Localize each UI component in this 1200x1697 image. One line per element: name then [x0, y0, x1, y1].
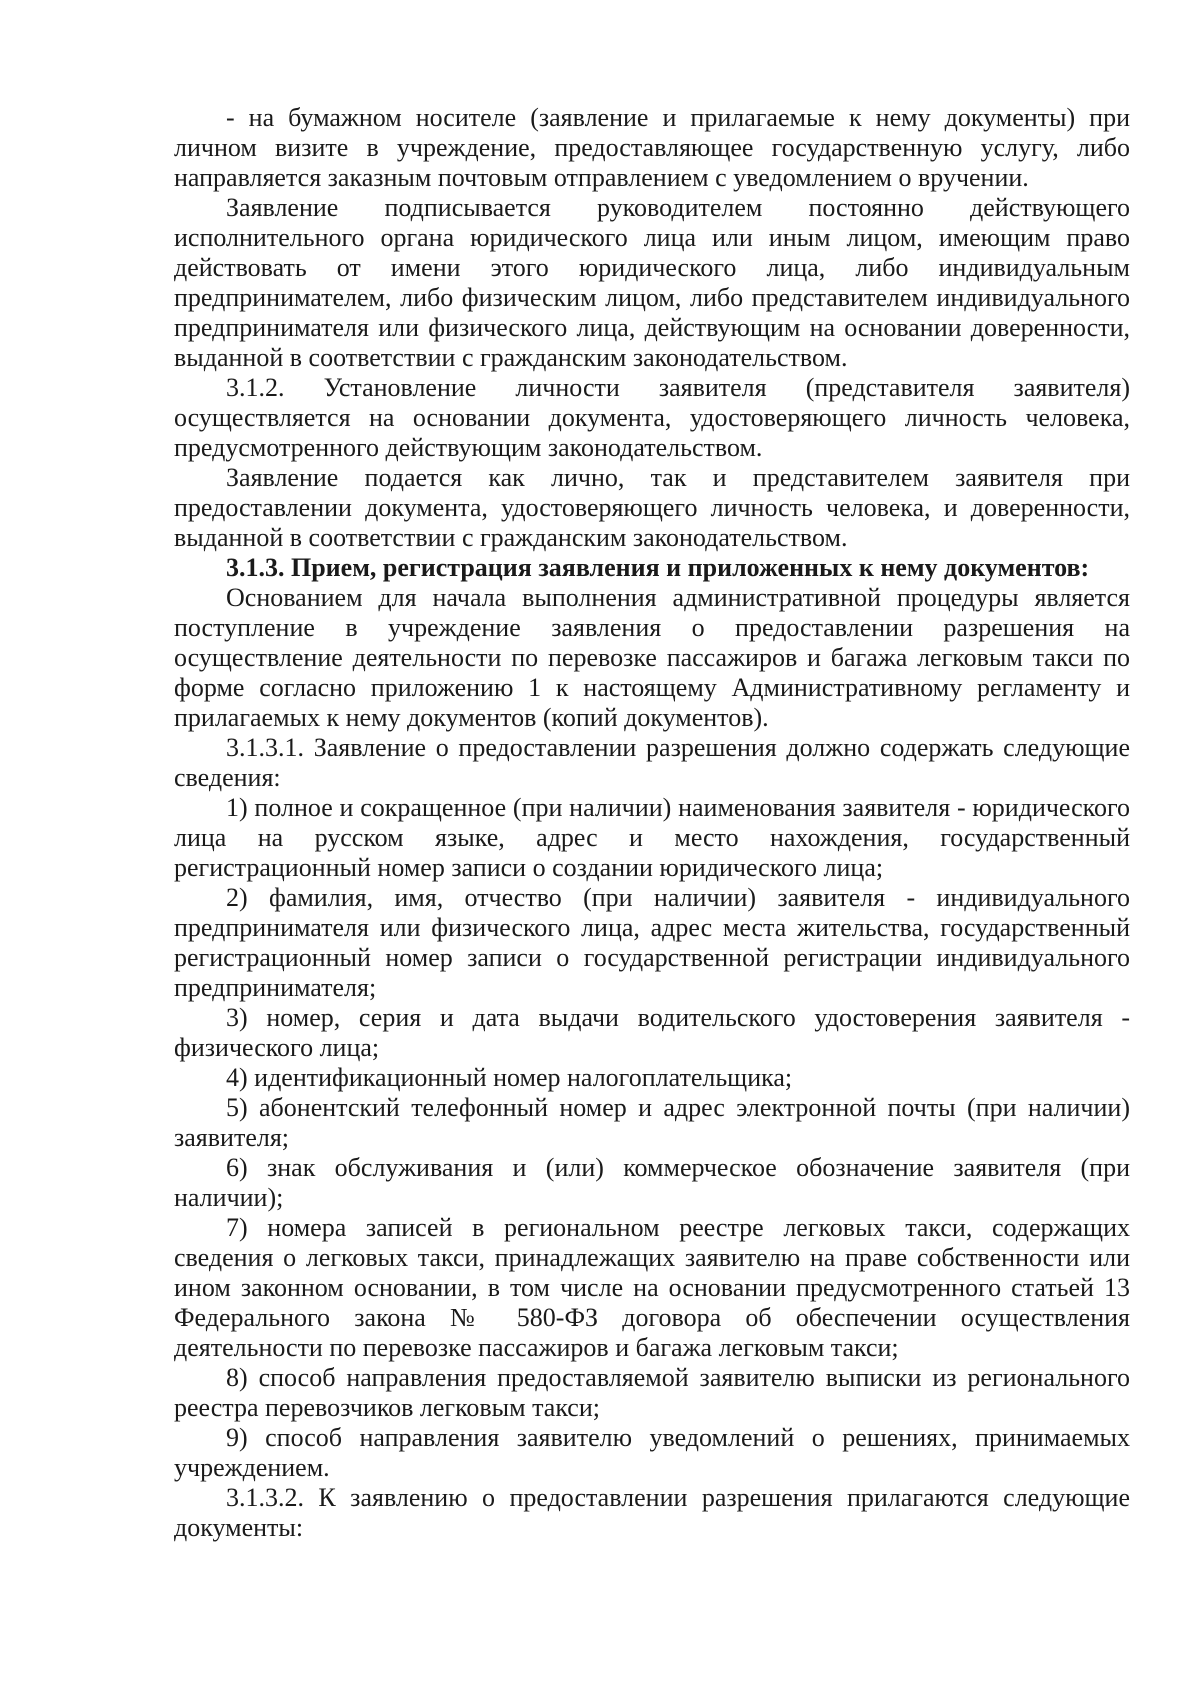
list-item-5: 5) абонентский телефонный номер и адрес электронной почты (при наличии) заявителя; — [174, 1093, 1130, 1152]
list-item-4: 4) идентификационный номер налогоплательщика; — [226, 1063, 793, 1092]
paragraph-3-1-2: 3.1.2. Установление личности заявителя (представителя заявителя) осуществляется на основании документа, удостоверяющего личность человека, предусмотренного действующим законодательством. — [174, 373, 1130, 462]
list-item-3: 3) номер, серия и дата выдачи водительского удостоверения заявителя - физического лица; — [174, 1003, 1130, 1062]
list-item-7: 7) номера записей в региональном реестре легковых такси, содержащих сведения о легковых такси, принадлежащих заявителю на праве собственности или ином законном основании, в том числе на основании предусмотренного статьей 13 Федерального закона № 580-ФЗ договора об обеспечении осуществления деятельности по перевозке пассажиров и багажа легковым такси; — [174, 1213, 1130, 1362]
document-page — [174, 103, 1130, 1543]
list-item-2: 2) фамилия, имя, отчество (при наличии) заявителя - индивидуального предпринимателя или физического лица, адрес места жительства, государственный регистрационный номер записи о государственной регистрации индивидуального предпринимателя; — [174, 883, 1130, 1002]
list-item-1: 1) полное и сокращенное (при наличии) наименования заявителя - юридического лица на русском языке, адрес и место нахождения, государственный регистрационный номер записи о создании юридического лица; — [174, 793, 1130, 882]
paragraph-basis: Основанием для начала выполнения административной процедуры является поступление в учреждение заявления о предоставлении разрешения на осуществление деятельности по перевозке пассажиров и багажа легковым такси по форме согласно приложению 1 к настоящему Административному регламенту и прилагаемых к нему документов (копий документов). — [174, 583, 1130, 732]
paragraph-3-1-3-1: 3.1.3.1. Заявление о предоставлении разрешения должно содержать следующие сведения: — [174, 733, 1130, 792]
paragraph-representative: Заявление подается как лично, так и представителем заявителя при предоставлении документа, удостоверяющего личность человека, и доверенности, выданной в соответствии с гражданским законодательством. — [174, 463, 1130, 552]
paragraph-signatory: Заявление подписывается руководителем постоянно действующего исполнительного органа юридического лица или иным лицом, имеющим право действовать от имени этого юридического лица, либо индивидуальным предпринимателем, либо физическим лицом, либо представителем индивидуального предпринимателя или физического лица, действующим на основании доверенности, выданной в соответствии с гражданским законодательством. — [174, 193, 1130, 372]
paragraph-submission-paper: - на бумажном носителе (заявление и прилагаемые к нему документы) при личном визите в учреждение, предоставляющее государственную услугу, либо направляется заказным почтовым отправлением с уведомлением о вручении. — [174, 103, 1130, 192]
section-heading-3-1-3: 3.1.3. Прием, регистрация заявления и приложенных к нему документов: — [226, 553, 1090, 582]
paragraph-3-1-3-2: 3.1.3.2. К заявлению о предоставлении разрешения прилагаются следующие документы: — [174, 1483, 1130, 1542]
list-item-8: 8) способ направления предоставляемой заявителю выписки из регионального реестра перевозчиков легковым такси; — [174, 1363, 1130, 1422]
list-item-6: 6) знак обслуживания и (или) коммерческое обозначение заявителя (при наличии); — [174, 1153, 1130, 1212]
list-item-9: 9) способ направления заявителю уведомлений о решениях, принимаемых учреждением. — [174, 1423, 1130, 1482]
